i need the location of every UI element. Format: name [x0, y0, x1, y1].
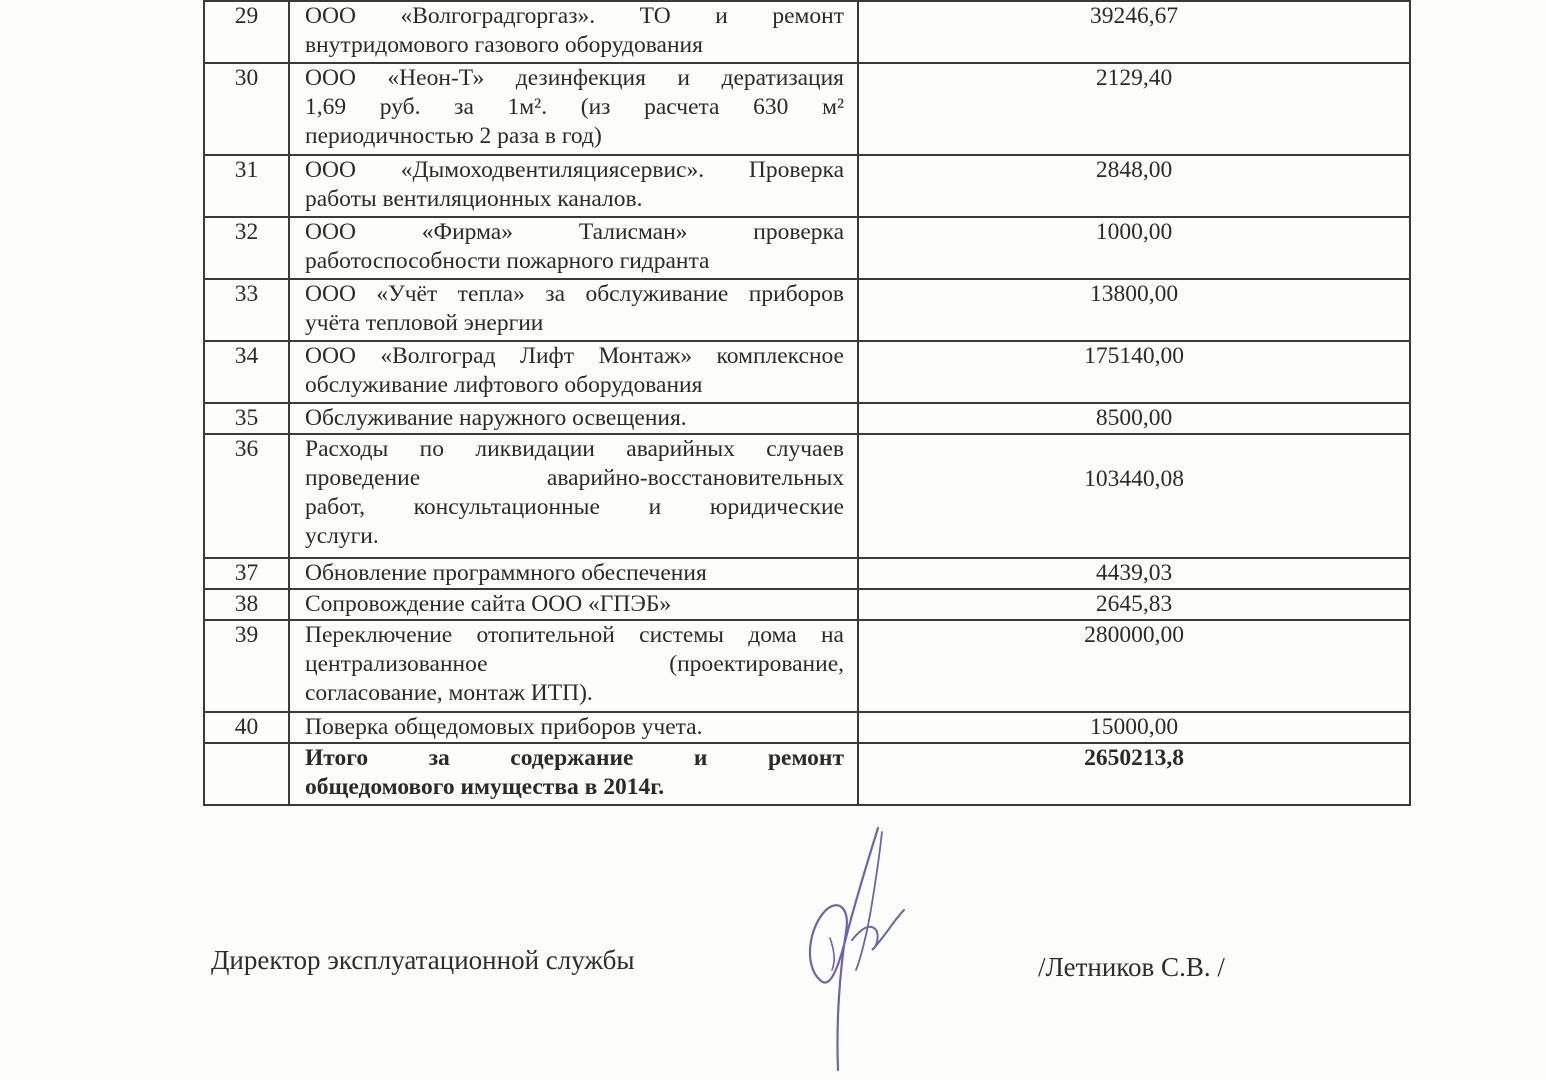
row-description — [289, 620, 858, 712]
description-line: Обслуживание наружного освещения. — [305, 405, 687, 431]
row-number: 30 — [204, 63, 289, 155]
row-description — [289, 403, 858, 434]
row-number: 34 — [204, 341, 289, 403]
row-amount: 103440,08 — [858, 434, 1410, 558]
description-line: Обновление программного обеспечения — [305, 560, 707, 586]
table-row — [204, 620, 1410, 712]
row-amount: 15000,00 — [858, 712, 1410, 743]
row-amount: 13800,00 — [858, 279, 1410, 341]
table-row — [204, 434, 1410, 558]
table-row — [204, 712, 1410, 743]
row-amount: 175140,00 — [858, 341, 1410, 403]
table-row — [204, 217, 1410, 279]
description-line: ООО «Фирма» Талисман» проверка — [305, 219, 844, 245]
signature-image — [790, 820, 930, 1080]
row-description — [289, 434, 858, 558]
row-amount: 2645,83 — [858, 589, 1410, 620]
row-number: 37 — [204, 558, 289, 589]
description-line: 1,69 руб. за 1м². (из расчета 630 м² — [305, 94, 844, 120]
row-amount: 39246,67 — [858, 1, 1410, 63]
row-description — [289, 341, 858, 403]
total-label-line: Итого за содержание и ремонт — [305, 745, 844, 771]
description-line: работ, консультационные и юридические — [305, 494, 844, 520]
description-line: ООО «Неон-Т» дезинфекция и дератизация — [305, 65, 844, 91]
row-description — [289, 279, 858, 341]
row-number: 39 — [204, 620, 289, 712]
total-label-line: общедомового имущества в 2014г. — [305, 774, 665, 800]
description-line: Расходы по ликвидации аварийных случаев — [305, 436, 844, 462]
description-line: внутридомового газового оборудования — [305, 32, 703, 58]
table-row — [204, 589, 1410, 620]
table-row — [204, 403, 1410, 434]
description-line: Сопровождение сайта ООО «ГПЭБ» — [305, 591, 672, 617]
row-amount: 2129,40 — [858, 63, 1410, 155]
row-number: 29 — [204, 1, 289, 63]
description-line: обслуживание лифтового оборудования — [305, 372, 703, 398]
total-label — [289, 743, 858, 805]
row-number: 32 — [204, 217, 289, 279]
description-line: ООО «Учёт тепла» за обслуживание приборов — [305, 281, 844, 307]
total-amount: 2650213,8 — [858, 743, 1410, 805]
row-number: 35 — [204, 403, 289, 434]
row-number: 31 — [204, 155, 289, 217]
signatory-name: /Летников С.В. / — [1038, 952, 1225, 982]
row-number: 38 — [204, 589, 289, 620]
description-line: работоспособности пожарного гидранта — [305, 248, 710, 274]
description-line: услуги. — [305, 523, 379, 549]
row-number: 40 — [204, 712, 289, 743]
row-description — [289, 1, 858, 63]
row-amount: 280000,00 — [858, 620, 1410, 712]
table-row-total — [204, 743, 1410, 805]
description-line: централизованное (проектирование, — [305, 651, 844, 677]
description-line: ООО «Волгоградгоргаз». ТО и ремонт — [305, 3, 844, 29]
row-description — [289, 712, 858, 743]
description-line: проведение аварийно-восстановительных — [305, 465, 844, 491]
description-line: ООО «Волгоград Лифт Монтаж» комплексное — [305, 343, 844, 369]
table-row — [204, 1, 1410, 63]
expenses-table — [203, 0, 1411, 806]
row-number: 33 — [204, 279, 289, 341]
table-row — [204, 279, 1410, 341]
row-description — [289, 155, 858, 217]
signatory-position: Директор эксплуатационной службы — [211, 945, 635, 975]
row-number: 36 — [204, 434, 289, 558]
description-line: работы вентиляционных каналов. — [305, 186, 643, 212]
row-description — [289, 589, 858, 620]
total-number-cell — [204, 743, 289, 805]
row-amount: 4439,03 — [858, 558, 1410, 589]
description-line: Переключение отопительной системы дома на — [305, 622, 844, 648]
description-line: Поверка общедомовых приборов учета. — [305, 714, 703, 740]
description-line: согласование, монтаж ИТП). — [305, 680, 593, 706]
row-amount: 8500,00 — [858, 403, 1410, 434]
row-description — [289, 63, 858, 155]
description-line: учёта тепловой энергии — [305, 310, 544, 336]
row-amount: 2848,00 — [858, 155, 1410, 217]
description-line: ООО «Дымоходвентиляциясервис». Проверка — [305, 157, 844, 183]
row-amount: 1000,00 — [858, 217, 1410, 279]
row-description — [289, 217, 858, 279]
table-row — [204, 63, 1410, 155]
table-row — [204, 558, 1410, 589]
table-row — [204, 341, 1410, 403]
row-description — [289, 558, 858, 589]
table-row — [204, 155, 1410, 217]
description-line: периодичностью 2 раза в год) — [305, 123, 602, 149]
